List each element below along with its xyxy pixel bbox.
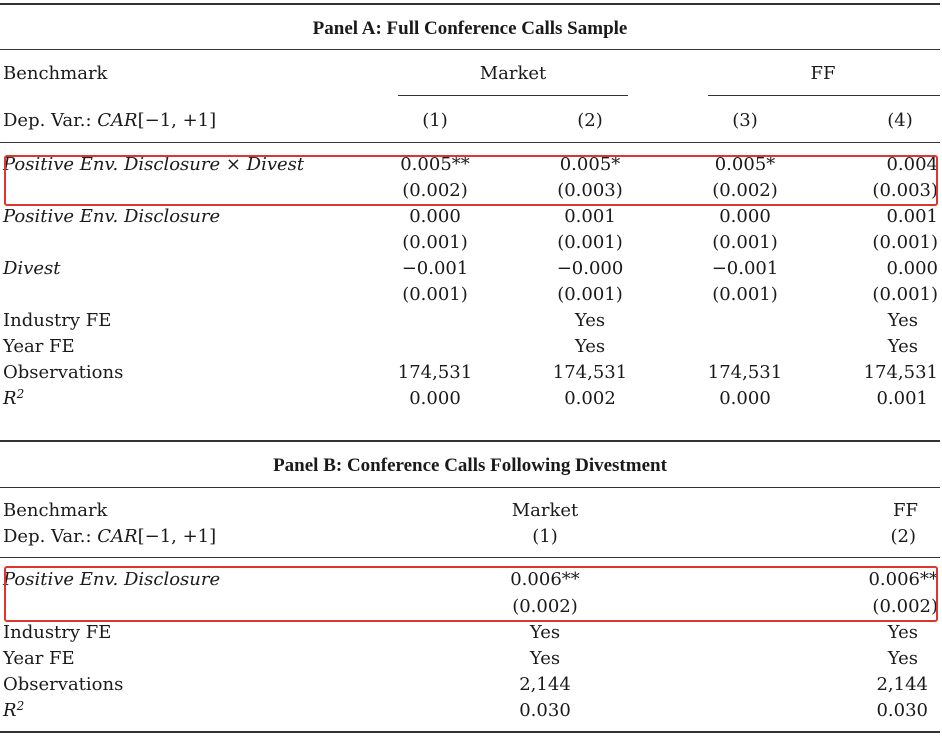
se-cell: (0.001) <box>557 284 623 305</box>
dep-var-name: CAR <box>97 526 138 547</box>
obs-cell: 174,531 <box>863 362 938 383</box>
panel-a-benchmark-ff: FF <box>810 63 836 84</box>
panel-a-title-rule <box>0 49 940 50</box>
panel-b-observations-label: Observations <box>3 674 124 695</box>
dep-var-prefix: Dep. Var.: <box>3 110 98 131</box>
coef-cell: 0.000 <box>719 206 771 227</box>
coef-cell: 0.001 <box>564 206 616 227</box>
panel-b-header-rule <box>0 557 940 558</box>
panel-b-bottom-rule <box>0 731 940 733</box>
se-cell: (0.001) <box>402 232 468 253</box>
panel-b-highlight-box <box>4 566 938 622</box>
panel-a-col-header: (2) <box>577 110 603 131</box>
se-cell: (0.003) <box>872 180 938 201</box>
se-cell: (0.002) <box>402 180 468 201</box>
r2-letter: R <box>3 700 17 721</box>
coef-cell: −0.001 <box>711 258 779 279</box>
r2-cell: 0.030 <box>876 700 928 721</box>
r2-cell: 0.030 <box>519 700 571 721</box>
se-cell: (0.001) <box>712 232 778 253</box>
fe-cell: Yes <box>529 648 561 669</box>
r2-superscript: 2 <box>16 387 25 401</box>
panel-b-title: Panel B: Conference Calls Following Divestment <box>273 455 667 476</box>
panel-a-benchmark-label: Benchmark <box>3 63 108 84</box>
panel-b-col-header: (2) <box>890 526 916 547</box>
obs-cell: 174,531 <box>707 362 783 383</box>
coef-cell: 0.001 <box>886 206 938 227</box>
fe-cell: Yes <box>887 648 918 669</box>
panel-a-market-underline <box>398 95 628 96</box>
panel-b-col-header: (1) <box>532 526 558 547</box>
panel-b-r2-label <box>3 700 24 722</box>
panel-b-row-label: Positive Env. Disclosure <box>3 569 221 590</box>
coef-cell: 0.005** <box>400 154 470 175</box>
fe-cell: Yes <box>887 622 918 643</box>
r2-superscript: 2 <box>16 699 25 713</box>
obs-cell: 2,144 <box>519 674 571 695</box>
panel-b-top-rule <box>0 440 940 442</box>
panel-b-industry-fe-label: Industry FE <box>3 622 112 643</box>
panel-b-benchmark-value: Market <box>511 500 579 521</box>
coef-cell: 0.005* <box>559 154 621 175</box>
dep-var-prefix: Dep. Var.: <box>3 526 98 547</box>
panel-b-dep-var <box>3 526 216 548</box>
se-cell: (0.002) <box>712 180 778 201</box>
coef-cell: 0.000 <box>409 206 461 227</box>
panel-a-col-header: (1) <box>422 110 448 131</box>
panel-a-year-fe-label: Year FE <box>3 336 75 357</box>
panel-b-benchmark-label: Benchmark <box>3 500 108 521</box>
se-cell: (0.001) <box>402 284 468 305</box>
fe-cell: Yes <box>529 622 561 643</box>
r2-cell: 0.000 <box>719 388 771 409</box>
panel-b-title-rule <box>0 487 940 488</box>
se-cell: (0.003) <box>557 180 623 201</box>
panel-a-highlight-box <box>4 155 938 206</box>
r2-letter: R <box>3 388 17 409</box>
panel-a-industry-fe-label: Industry FE <box>3 310 112 331</box>
coef-cell: −0.000 <box>556 258 624 279</box>
se-cell: (0.001) <box>872 232 938 253</box>
se-cell: (0.002) <box>512 596 578 617</box>
panel-a-header-rule <box>0 142 940 143</box>
panel-a-row-label: Divest <box>3 258 61 279</box>
coef-cell: 0.006** <box>868 569 938 590</box>
r2-cell: 0.001 <box>876 388 928 409</box>
panel-a-observations-label: Observations <box>3 362 124 383</box>
dep-var-name: CAR <box>97 110 138 131</box>
panel-a-row-label: Positive Env. Disclosure × Divest <box>3 154 305 175</box>
dep-var-window: [−1, +1] <box>137 526 217 547</box>
r2-cell: 0.002 <box>564 388 616 409</box>
obs-cell: 2,144 <box>876 674 928 695</box>
fe-cell: Yes <box>887 336 918 357</box>
fe-cell: Yes <box>574 310 606 331</box>
coef-cell: 0.000 <box>886 258 938 279</box>
r2-cell: 0.000 <box>409 388 461 409</box>
panel-a-r2-label <box>3 388 24 410</box>
coef-cell: 0.005* <box>714 154 776 175</box>
coef-cell: 0.004 <box>886 154 938 175</box>
panel-a-dep-var <box>3 110 216 132</box>
fe-cell: Yes <box>887 310 918 331</box>
obs-cell: 174,531 <box>552 362 628 383</box>
panel-b-benchmark-value: FF <box>893 500 918 521</box>
coef-cell: 0.006** <box>510 569 580 590</box>
coef-cell: −0.001 <box>401 258 469 279</box>
panel-a-row-label: Positive Env. Disclosure <box>3 206 221 227</box>
obs-cell: 174,531 <box>397 362 473 383</box>
panel-b-year-fe-label: Year FE <box>3 648 75 669</box>
se-cell: (0.001) <box>872 284 938 305</box>
fe-cell: Yes <box>574 336 606 357</box>
se-cell: (0.001) <box>557 232 623 253</box>
panel-a-col-header: (4) <box>887 110 913 131</box>
dep-var-window: [−1, +1] <box>137 110 217 131</box>
panel-a-benchmark-market: Market <box>479 63 547 84</box>
panel-a-top-rule <box>0 3 940 5</box>
se-cell: (0.001) <box>712 284 778 305</box>
se-cell: (0.002) <box>872 596 938 617</box>
panel-a-ff-underline <box>708 95 940 96</box>
panel-a-col-header: (3) <box>732 110 758 131</box>
panel-a-title: Panel A: Full Conference Calls Sample <box>312 18 628 39</box>
